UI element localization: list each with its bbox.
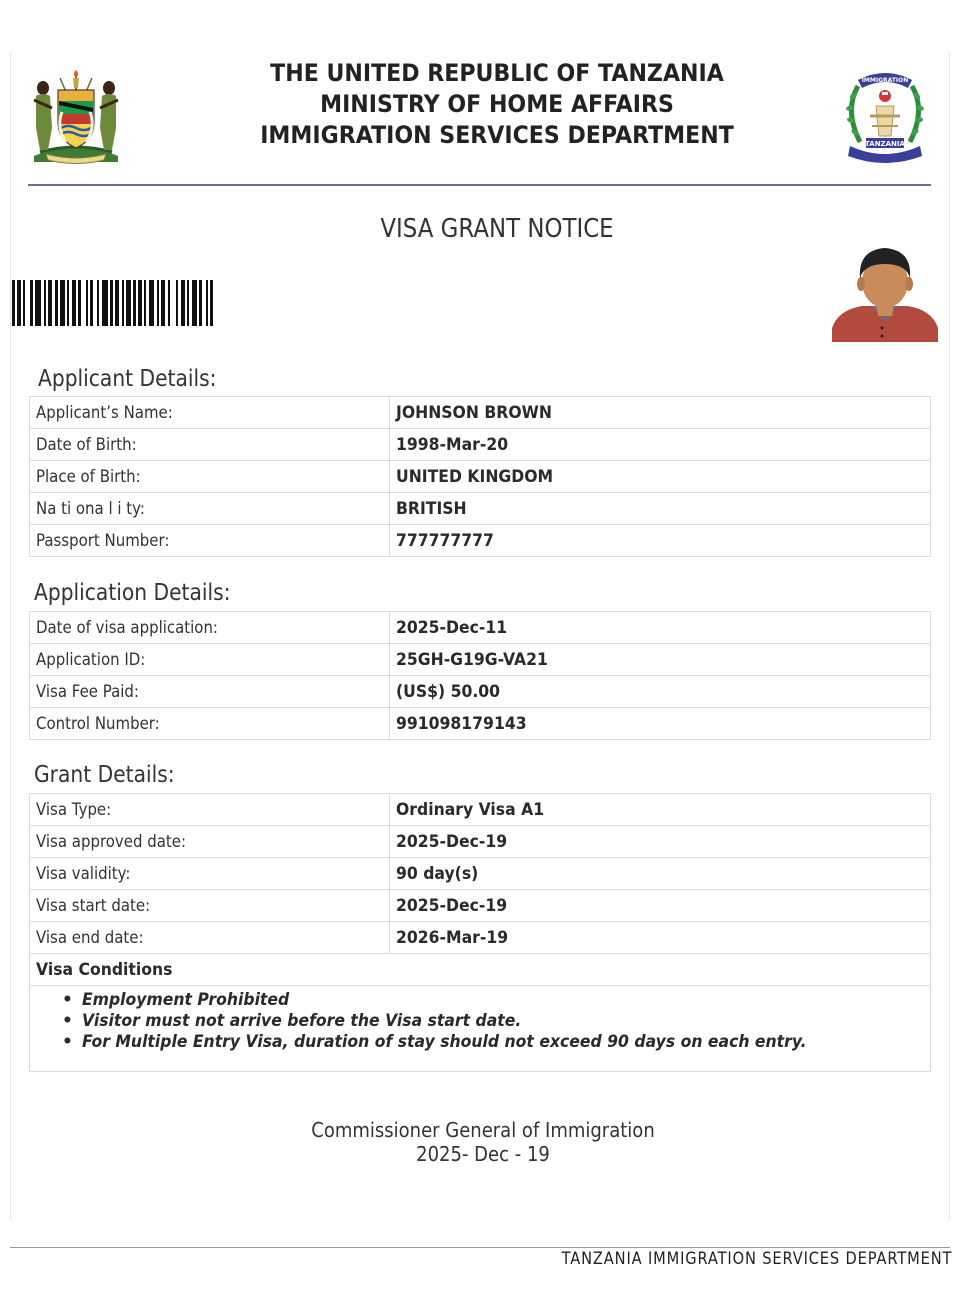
table-row [30,826,931,858]
table-row [30,794,931,826]
list-item: • Visitor must not arrive before the Visa start date. [62,1011,522,1031]
visa-validity-value: 90 day(s) [396,863,479,884]
header-line-republic: THE UNITED REPUBLIC OF TANZANIA [270,59,724,87]
header-line-ministry: MINISTRY OF HOME AFFAIRS [320,90,674,118]
visa-start-date-label: Visa start date: [36,895,151,916]
table-row [30,397,931,429]
grant-details-table [29,793,931,954]
table-row [30,676,931,708]
list-item: • For Multiple Entry Visa, duration of stay should not exceed 90 days on each entry. [62,1032,807,1052]
visa-end-date-label: Visa end date: [36,927,144,948]
barcode-bar [60,280,65,326]
barcode-bar [168,280,170,326]
barcode-bar [90,280,93,326]
visa-type-value: Ordinary Visa A1 [396,799,545,820]
barcode-bar [144,280,146,326]
table-row [30,644,931,676]
barcode-bar [176,280,178,326]
applicant-name-label: Applicant’s Name: [36,402,173,423]
barcode-bar [35,280,41,326]
barcode-bar [210,280,213,326]
barcode-bar [206,280,208,326]
visa-approved-date-value: 2025-Dec-19 [396,831,508,852]
application-date-label: Date of visa application: [36,617,218,638]
barcode-bar [97,280,99,326]
barcode-bar [126,280,131,326]
visa-fee-value: (US$) 50.00 [396,681,501,702]
barcode-bar [86,280,88,326]
barcode-bar [199,280,202,326]
coat-of-arms-icon [26,68,126,164]
place-of-birth-value: UNITED KINGDOM [396,466,554,487]
barcode-bar [78,280,81,326]
control-number-label: Control Number: [36,713,160,734]
signoff [0,1118,960,1166]
application-id-label: Application ID: [36,649,146,670]
header-line-department: IMMIGRATION SERVICES DEPARTMENT [260,121,734,149]
table-row [30,461,931,493]
barcode-bar [17,280,21,326]
application-details-table [29,611,931,740]
place-of-birth-label: Place of Birth: [36,466,141,487]
barcode-bar [72,280,76,326]
table-row [30,493,931,525]
passport-number-value: 777777777 [396,530,494,551]
barcode-bar [181,280,185,326]
applicant-details-heading: Applicant Details: [38,366,217,392]
barcode-bar [44,280,46,326]
nationality-value: BRITISH [396,498,467,519]
barcode-bar [23,280,25,326]
barcode-bar [122,280,124,326]
grant-details-heading: Grant Details: [34,762,175,788]
table-row [30,890,931,922]
application-details-heading: Application Details: [34,580,231,606]
visa-conditions-heading: Visa Conditions [30,954,930,986]
signoff-title: Commissioner General of Immigration [311,1118,655,1142]
visa-fee-label: Visa Fee Paid: [36,681,139,702]
table-row [30,708,931,740]
header-title [224,58,770,151]
emblem-top-text: IMMIGRATION [861,77,909,84]
application-id-value: 25GH-G19G-VA21 [396,649,548,670]
table-row [30,525,931,557]
bullet-icon: • [62,1032,73,1052]
applicant-name-value: JOHNSON BROWN [396,402,552,423]
document-title: VISA GRANT NOTICE [380,214,614,244]
barcode-bar [157,280,159,326]
visa-approved-date-label: Visa approved date: [36,831,186,852]
signoff-date: 2025- Dec - 19 [416,1142,550,1166]
visa-type-label: Visa Type: [36,799,112,820]
date-of-birth-label: Date of Birth: [36,434,137,455]
immigration-emblem-icon [836,66,934,166]
bullet-icon: • [62,1011,73,1031]
visa-conditions-list [30,986,930,1053]
table-row [30,429,931,461]
visa-validity-label: Visa validity: [36,863,131,884]
barcode-bar [55,280,58,326]
applicant-photo-avatar [832,244,938,342]
barcode-bar [149,280,154,326]
barcode-bar [67,280,69,326]
emblem-bottom-text: TANZANIA [865,140,905,148]
table-row [30,858,931,890]
visa-conditions-box [29,954,931,1072]
barcode-bar [102,280,108,326]
barcode-bar [187,280,189,326]
barcode-bar [138,280,142,326]
table-row [30,922,931,954]
bullet-icon: • [62,990,73,1010]
passport-number-label: Passport Number: [36,530,170,551]
barcode-bar [161,280,165,326]
nationality-label: Na ti ona l i ty: [36,498,145,519]
footer-divider [10,1247,950,1248]
header-divider [28,184,931,186]
footer-department: TANZANIA IMMIGRATION SERVICES DEPARTMENT [561,1249,952,1269]
visa-end-date-value: 2026-Mar-19 [396,927,509,948]
visa-start-date-value: 2025-Dec-19 [396,895,508,916]
barcode-bar [48,280,52,326]
barcode-bar [133,280,136,326]
barcode-bar [110,280,113,326]
table-row [30,612,931,644]
control-number-value: 991098179143 [396,713,527,734]
application-date-value: 2025-Dec-11 [396,617,508,638]
applicant-details-table [29,396,931,557]
barcode-icon [12,280,426,326]
date-of-birth-value: 1998-Mar-20 [396,434,509,455]
barcode-bar [12,280,15,326]
barcode-bar [115,280,119,326]
list-item: • Employment Prohibited [62,990,290,1010]
barcode-bar [192,280,197,326]
barcode-bar [30,280,33,326]
